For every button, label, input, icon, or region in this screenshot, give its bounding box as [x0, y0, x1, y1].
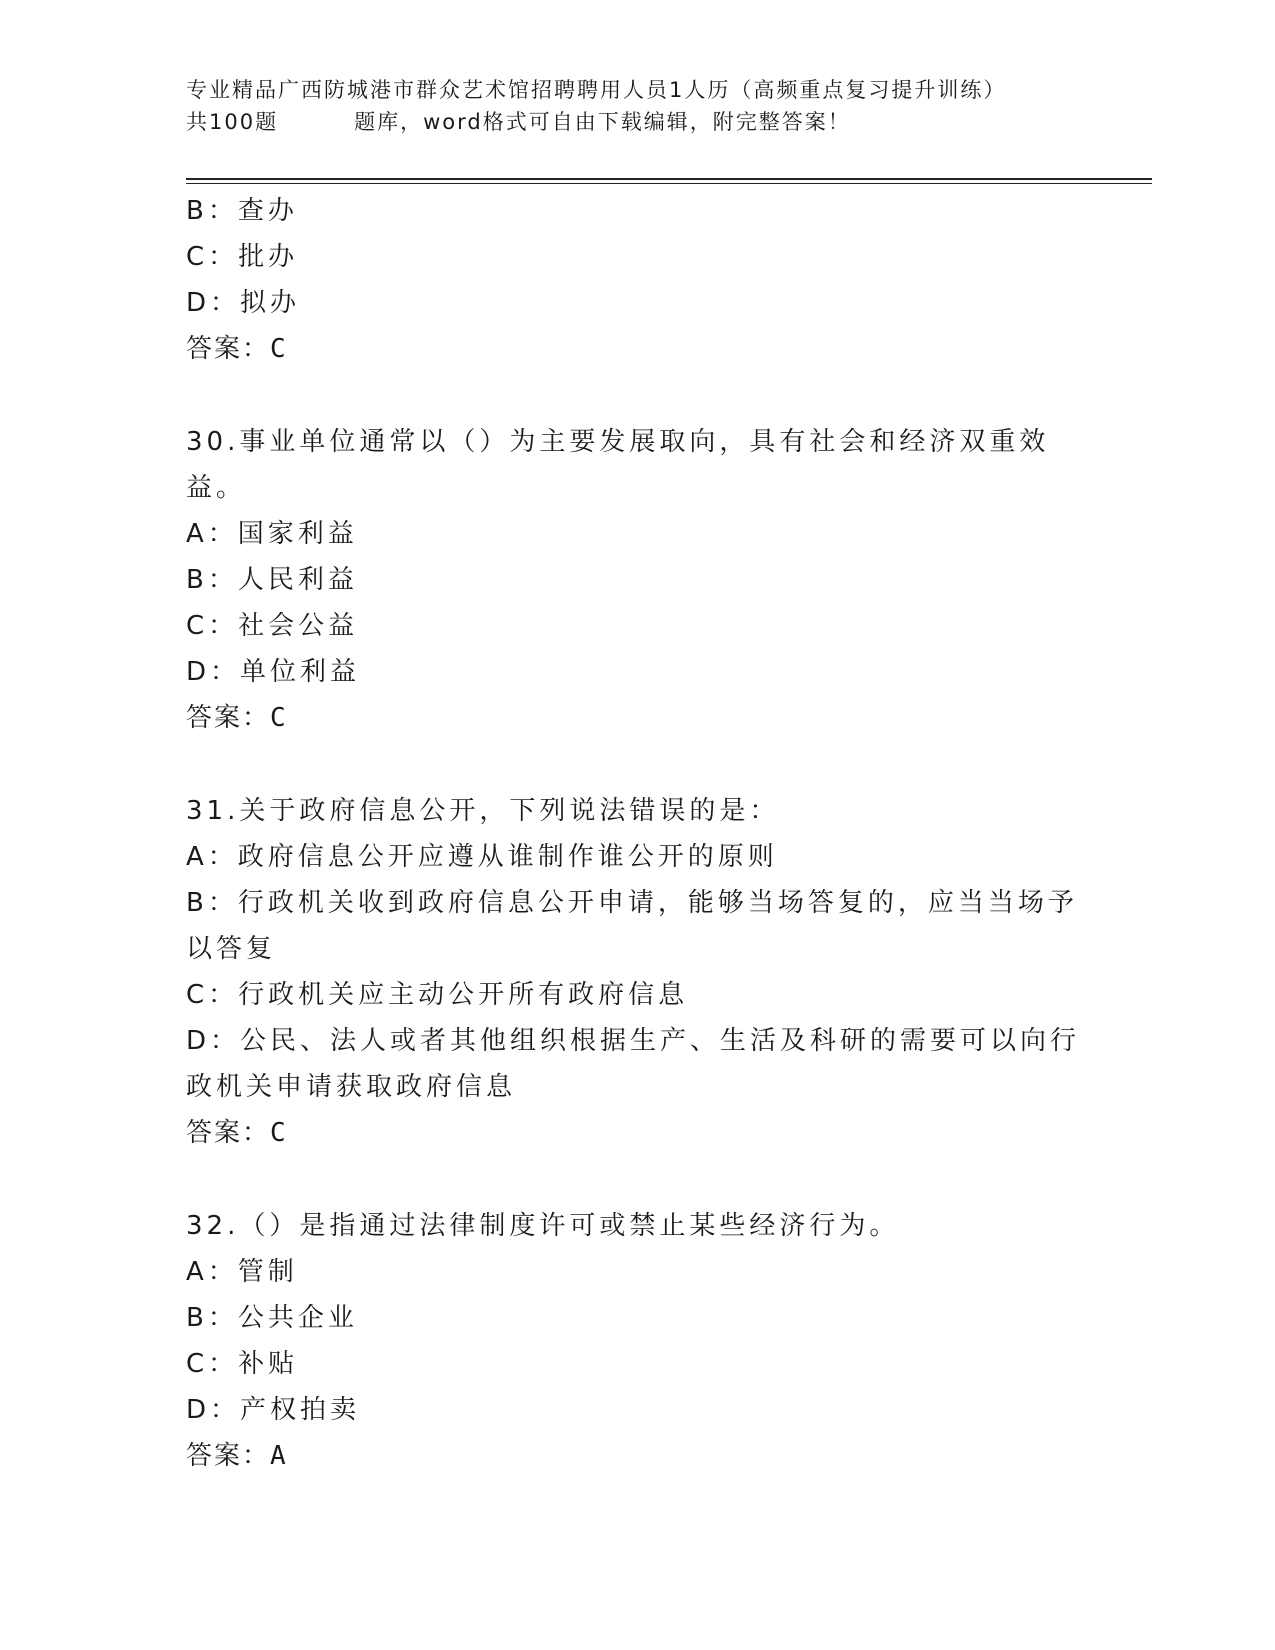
header-title: 专业精品广西防城港市群众艺术馆招聘聘用人员1人历（高频重点复习提升训练） [186, 78, 1007, 102]
answer-line [186, 326, 1086, 372]
option-c: C：社会公益 [186, 611, 359, 641]
question-content [186, 188, 1086, 1479]
question-stem: 31.关于政府信息公开，下列说法错误的是： [186, 796, 780, 826]
option-a: A：管制 [186, 1257, 298, 1287]
question-31 [186, 788, 1086, 1156]
header-question-count: 共100题 [186, 110, 279, 134]
header-divider-thin [186, 183, 1152, 184]
option-c: C：行政机关应主动公开所有政府信息 [186, 980, 689, 1010]
document-header [186, 74, 1086, 138]
answer-label: 答案： [186, 703, 271, 733]
answer-value: C [270, 703, 288, 733]
option-b: B：人民利益 [186, 565, 358, 595]
option-d: D：单位利益 [186, 657, 361, 687]
answer-line [186, 695, 1086, 741]
answer-line [186, 1110, 1086, 1156]
option-d: D：拟办 [186, 288, 301, 318]
option-b: B：公共企业 [186, 1303, 358, 1333]
answer-label: 答案： [186, 1441, 271, 1471]
option-d: D：公民、法人或者其他组织根据生产、生活及科研的需要可以向行政机关申请获取政府信息 [186, 1026, 1081, 1102]
option-c: C：批办 [186, 242, 299, 272]
answer-value: A [270, 1441, 288, 1471]
question-30 [186, 419, 1086, 741]
header-subtitle [186, 106, 1086, 138]
option-a: A：政府信息公开应遵从谁制作谁公开的原则 [186, 842, 778, 872]
question-stem: 30.事业单位通常以（）为主要发展取向，具有社会和经济双重效益。 [186, 427, 1050, 503]
option-a: A：国家利益 [186, 519, 358, 549]
option-b: B：行政机关收到政府信息公开申请，能够当场答复的，应当当场予以答复 [186, 888, 1078, 964]
header-description: 题库，word格式可自由下载编辑，附完整答案！ [354, 110, 851, 134]
answer-value: C [270, 1118, 288, 1148]
answer-label: 答案： [186, 1118, 271, 1148]
header-divider [186, 178, 1152, 180]
question-32 [186, 1203, 1086, 1479]
option-c: C：补贴 [186, 1349, 299, 1379]
option-d: D：产权拍卖 [186, 1395, 361, 1425]
question-fragment [186, 188, 1086, 372]
answer-value: C [270, 334, 288, 364]
answer-label: 答案： [186, 334, 271, 364]
question-stem: 32.（）是指通过法律制度许可或禁止某些经济行为。 [186, 1211, 900, 1241]
option-b: B：查办 [186, 196, 298, 226]
answer-line [186, 1433, 1086, 1479]
